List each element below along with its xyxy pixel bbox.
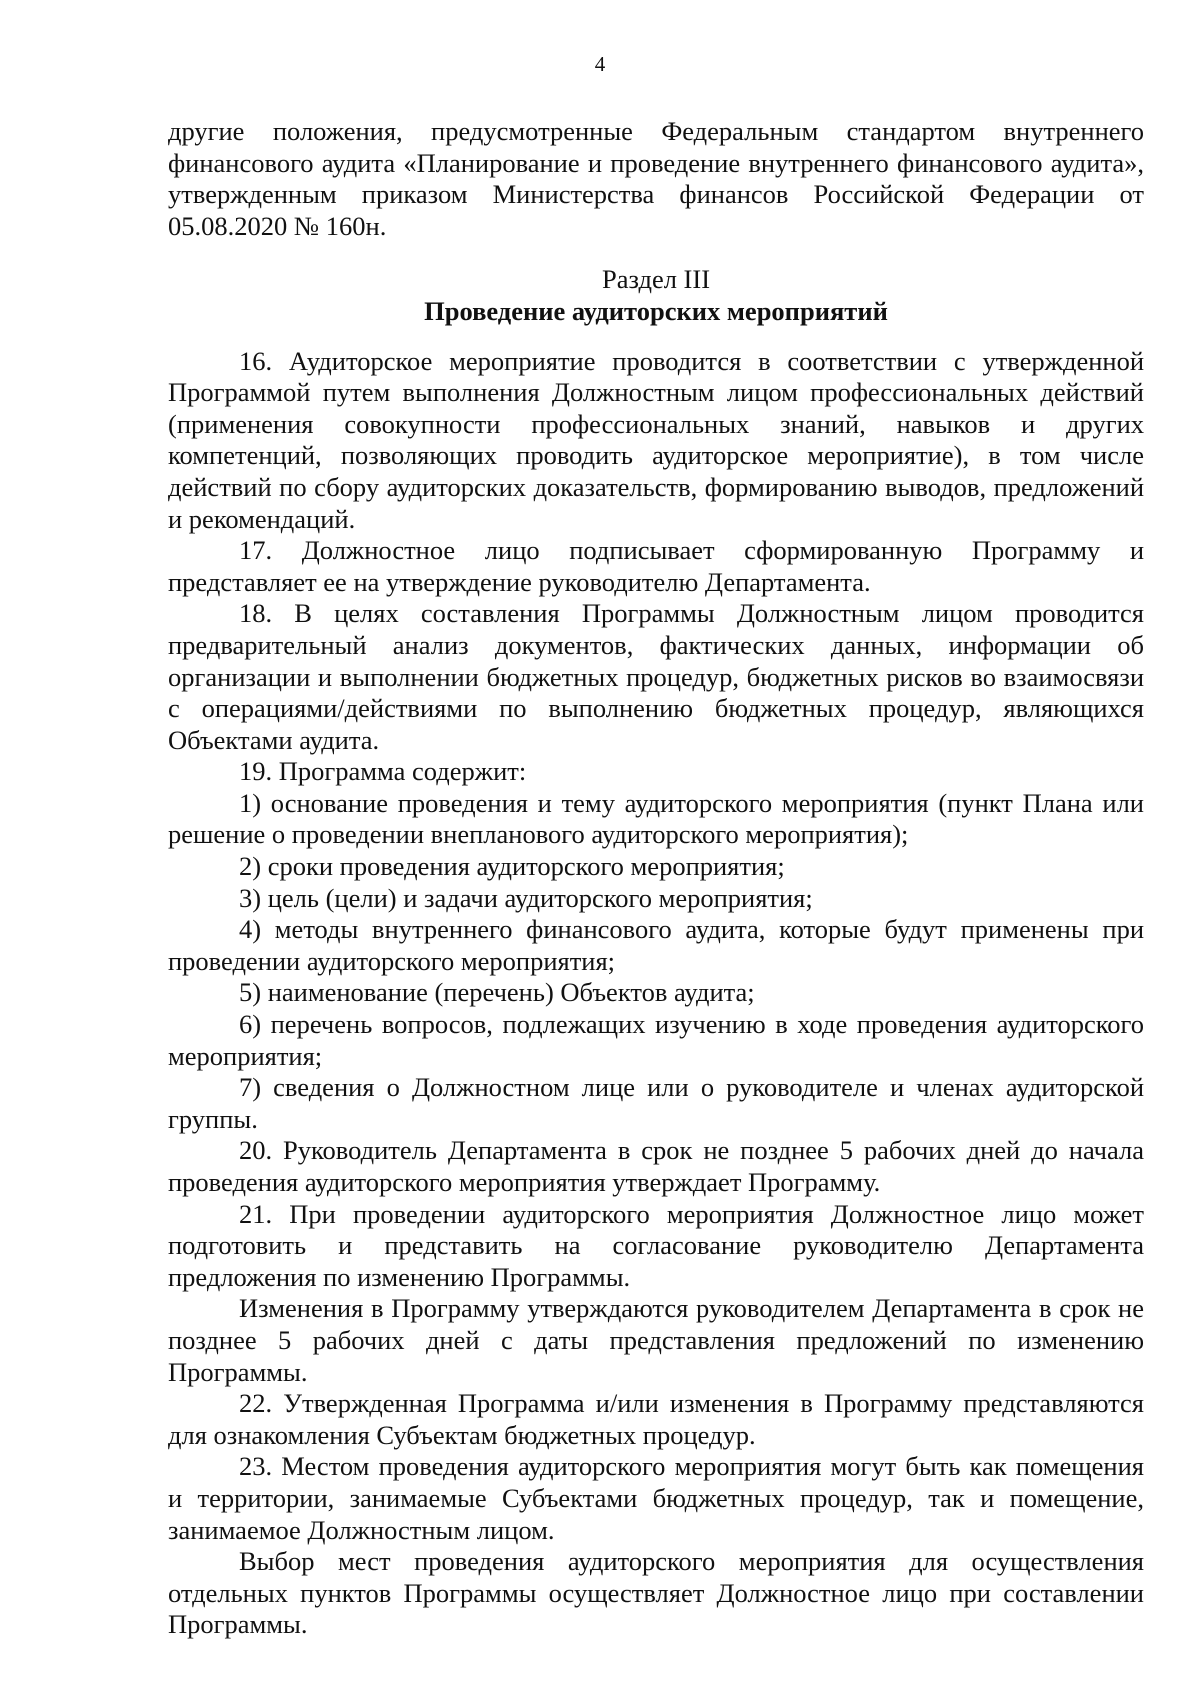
paragraph-20: 20. Руководитель Департамента в срок не позднее 5 рабочих дней до начала проведения аудиторского мероприятия утверждает Программу.	[168, 1135, 1144, 1197]
paragraph-17: 17. Должностное лицо подписывает сформированную Программу и представляет ее на утверждение руководителю Департамента.	[168, 535, 1144, 597]
intro-paragraph: другие положения, предусмотренные Федеральным стандартом внутреннего финансового аудита «Планирование и проведение внутреннего финансового аудита», утвержденным приказом Министерства финансов Российской Федерации от 05.08.2020 № 160н.	[168, 116, 1144, 241]
paragraph-21-changes: Изменения в Программу утверждаются руководителем Департамента в срок не позднее 5 рабочих дней с даты представления предложений по изменению Программы.	[168, 1293, 1144, 1387]
list-item-4: 4) методы внутреннего финансового аудита, которые будут применены при проведении аудиторского мероприятия;	[168, 914, 1144, 976]
paragraph-23-choice: Выбор мест проведения аудиторского мероприятия для осуществления отдельных пунктов Программы осуществляет Должностное лицо при составлении Программы.	[168, 1546, 1144, 1640]
paragraph-22: 22. Утвержденная Программа и/или изменения в Программу представляются для ознакомления Субъектам бюджетных процедур.	[168, 1388, 1144, 1450]
paragraph-16: 16. Аудиторское мероприятие проводится в соответствии с утвержденной Программой путем выполнения Должностным лицом профессиональных действий (применения совокупности профессиональных знаний, навыков и других компетенций, позволяющих проводить аудиторское мероприятие), в том числе действий по сбору аудиторских доказательств, формированию выводов, предложений и рекомендаций.	[168, 345, 1144, 534]
list-item-5: 5) наименование (перечень) Объектов аудита;	[239, 977, 755, 1008]
list-item-2: 2) сроки проведения аудиторского мероприятия;	[239, 851, 785, 882]
paragraph-18: 18. В целях составления Программы Должностным лицом проводится предварительный анализ документов, фактических данных, информации об организации и выполнении бюджетных процедур, бюджетных рисков во взаимосвязи с операциями/действиями по выполнению бюджетных процедур, являющихся Объектами аудита.	[168, 598, 1144, 755]
list-item-6: 6) перечень вопросов, подлежащих изучению в ходе проведения аудиторского мероприятия;	[168, 1009, 1144, 1071]
document-body	[168, 116, 1144, 1641]
section-label: Раздел III	[601, 264, 711, 295]
paragraph-19: 19. Программа содержит:	[239, 756, 527, 787]
section-title: Проведение аудиторских мероприятий	[424, 295, 888, 326]
list-item-7: 7) сведения о Должностном лице или о руководителе и членах аудиторской группы.	[168, 1072, 1144, 1134]
list-item-1: 1) основание проведения и тему аудиторского мероприятия (пункт Плана или решение о проведении внепланового аудиторского мероприятия);	[168, 787, 1144, 850]
paragraph-23: 23. Местом проведения аудиторского мероприятия могут быть как помещения и территории, занимаемые Субъектами бюджетных процедур, так и помещение, занимаемое Должностным лицом.	[168, 1451, 1144, 1545]
page-number: 4	[594, 52, 606, 76]
paragraph-21: 21. При проведении аудиторского мероприятия Должностное лицо может подготовить и представить на согласование руководителю Департамента предложения по изменению Программы.	[168, 1198, 1144, 1292]
list-item-3: 3) цель (цели) и задачи аудиторского мероприятия;	[239, 882, 813, 913]
